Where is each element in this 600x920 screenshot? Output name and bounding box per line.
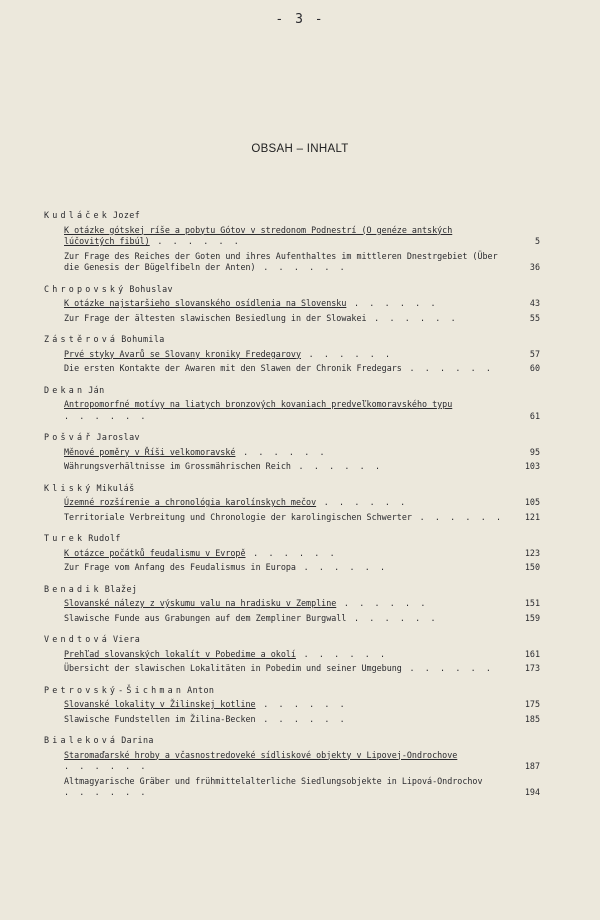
entry-title — [64, 461, 506, 473]
toc-entry — [64, 399, 540, 422]
page-reference: 60 — [529, 363, 540, 373]
dot-leader: . . . . . . — [255, 262, 348, 272]
toc-entry — [64, 447, 540, 459]
entry-title — [64, 714, 506, 726]
toc-section — [44, 533, 540, 574]
entry-title — [64, 699, 506, 711]
entry-title-text: Slovanské nálezy z výskumu valu na hradisku v Zempline — [64, 598, 337, 608]
dot-leader: . . . . . . — [411, 511, 504, 522]
entry-title-text: K otázce počátků feudalismu v Evropě — [64, 547, 246, 558]
page-reference: 5 — [534, 236, 540, 246]
dot-leader: . . . . . . — [64, 787, 149, 797]
page-reference: 159 — [524, 612, 540, 623]
dot-leader: . . . . . . — [149, 236, 242, 246]
toc-entry — [64, 251, 540, 274]
entry-title — [64, 512, 506, 524]
dot-leader: . . . . . . — [290, 461, 383, 471]
entry-title-text: Měnové poměry v Říši velkomoravské — [64, 446, 236, 457]
entry-title-text: Altmagyarische Gräber und frühmittelalterliche Siedlungsobjekte in Lipová-Ondrochov — [64, 775, 483, 786]
entry-title — [64, 363, 506, 375]
author-name — [44, 584, 540, 596]
author-given-name: Bohumila — [121, 334, 165, 344]
entry-title-text: K otázke najstaršieho slovanského osídlenia na Slovensku — [64, 298, 347, 308]
page-reference: 105 — [524, 497, 540, 507]
entry-title-text: Slawische Funde aus Grabungen auf dem Zempliner Burgwall — [64, 612, 347, 623]
toc-entry — [64, 699, 540, 711]
entry-title — [64, 548, 506, 560]
page-title: OBSAH – INHALT — [251, 143, 349, 155]
toc-section — [44, 432, 540, 473]
page-reference: 151 — [524, 598, 540, 608]
author-name — [44, 634, 540, 646]
page-reference: 187 — [524, 761, 540, 771]
toc-entry — [64, 776, 540, 799]
entry-title-text: K otázke gótskej ríše a pobytu Gótov v stredonom Podnestrí (O genéze antských lúčovitých fibúl) — [64, 224, 453, 246]
entry-title — [64, 598, 506, 610]
page-reference: 95 — [529, 446, 540, 457]
entry-title — [64, 497, 506, 509]
dot-leader: . . . . . . — [316, 497, 408, 507]
entry-title — [64, 562, 506, 574]
author-surname: Vendtová — [44, 634, 110, 644]
table-of-contents — [44, 210, 540, 809]
dot-leader: . . . . . . — [295, 648, 388, 659]
author-given-name: Jaroslav — [96, 432, 140, 442]
author-given-name: Mikuláš — [96, 482, 135, 493]
entry-title-text: Die ersten Kontakte der Awaren mit den Slawen der Chronik Fredegars — [64, 363, 402, 373]
toc-section — [44, 385, 540, 423]
entry-title-text: Prvé styky Avarů se Slovany kroniky Fredegarovy — [64, 348, 301, 359]
author-surname: Dekan — [44, 384, 86, 395]
entry-title — [64, 776, 506, 799]
dot-leader: . . . . . . — [255, 713, 348, 724]
toc-section — [44, 584, 540, 625]
toc-entry — [64, 363, 540, 375]
toc-entry — [64, 598, 540, 610]
entry-title-text: Slovanské lokality v Žilinskej kotline — [64, 699, 256, 709]
entry-title-text: Territoriale Verbreitung und Chronologie der karolingischen Schwerter — [64, 511, 412, 522]
author-name — [44, 432, 540, 444]
author-given-name: Anton — [187, 684, 215, 695]
author-name — [44, 334, 540, 346]
page-reference: 150 — [524, 562, 540, 572]
author-given-name: Blažej — [104, 583, 138, 594]
author-given-name: Rudolf — [88, 533, 121, 543]
dot-leader: . . . . . . — [245, 547, 338, 558]
dot-leader: . . . . . . — [235, 446, 328, 457]
entry-title-text: Übersicht der slawischen Lokalitäten in Pobedim und seiner Umgebung — [64, 663, 402, 673]
entry-title-text: Antropomorfné motívy na liatych bronzových kovaniach predveľkomoravského typu — [64, 399, 453, 409]
page-reference: 43 — [529, 298, 540, 308]
toc-entry — [64, 714, 540, 726]
page-reference: 103 — [524, 461, 540, 471]
author-surname: Pošvář — [44, 432, 94, 442]
dot-leader: . . . . . . — [255, 699, 348, 709]
entry-title — [64, 399, 506, 422]
dot-leader: . . . . . . — [64, 761, 149, 771]
author-name — [44, 533, 540, 545]
entry-title-text: Zur Frage der ältesten slawischen Besiedlung in der Slowakei — [64, 312, 367, 323]
page-reference: 194 — [524, 787, 540, 797]
author-name — [44, 385, 540, 397]
toc-entry — [64, 313, 540, 325]
toc-entry — [64, 461, 540, 473]
dot-leader: . . . . . . — [300, 348, 393, 359]
toc-section — [44, 284, 540, 325]
author-surname: Chropovský — [44, 283, 127, 294]
page-reference: 61 — [529, 410, 540, 421]
dot-leader: . . . . . . — [346, 298, 439, 308]
entry-title — [64, 251, 506, 274]
toc-entry — [64, 225, 540, 248]
author-surname: Zástěrová — [44, 334, 119, 344]
entry-title-text: Zur Frage vom Anfang des Feudalismus in Europa — [64, 562, 296, 572]
author-given-name: Bohuslav — [129, 283, 173, 294]
entry-title-text: Zur Frage des Reiches der Goten und ihres Aufenthaltes im mittleren Dnestrgebiet (Über die Genesis der Bügelfibeln der Anten) — [64, 250, 498, 272]
page-reference: 173 — [524, 663, 540, 673]
dot-leader: . . . . . . — [64, 410, 149, 421]
author-surname: Kliský — [44, 482, 94, 493]
author-name — [44, 483, 540, 495]
author-given-name: Jozef — [112, 210, 141, 220]
toc-section — [44, 634, 540, 675]
toc-entry — [64, 548, 540, 560]
entry-title — [64, 750, 506, 773]
entry-title-text: Územné rozšírenie a chronológia karolínskych mečov — [64, 497, 317, 507]
entry-title-text: Prehľad slovanských lokalít v Pobedime a okolí — [64, 648, 296, 659]
entry-title — [64, 225, 506, 248]
toc-section — [44, 210, 540, 274]
entry-title — [64, 649, 506, 661]
dot-leader: . . . . . . — [295, 562, 388, 572]
page-reference: 55 — [529, 312, 540, 323]
entry-title — [64, 313, 506, 325]
author-surname: Petrovský-Šichman — [44, 684, 185, 695]
author-surname: Kudláček — [44, 210, 110, 220]
page-reference: 175 — [524, 699, 540, 709]
toc-entry — [64, 613, 540, 625]
dot-leader: . . . . . . — [366, 312, 459, 323]
dot-leader: . . . . . . — [336, 598, 428, 608]
toc-section — [44, 685, 540, 726]
author-given-name: Ján — [88, 384, 105, 395]
toc-entry — [64, 663, 540, 675]
dot-leader: . . . . . . — [401, 363, 494, 373]
toc-entry — [64, 497, 540, 509]
toc-entry — [64, 349, 540, 361]
dot-leader: . . . . . . — [401, 663, 494, 673]
author-surname: Benadik — [44, 583, 102, 594]
author-given-name: Darina — [121, 735, 154, 745]
entry-title-text: Slawische Fundstellen im Žilina-Becken — [64, 713, 256, 724]
toc-section — [44, 334, 540, 375]
entry-title-text: Währungsverhältnisse im Grossmährischen Reich — [64, 461, 291, 471]
entry-title — [64, 447, 506, 459]
toc-section — [44, 483, 540, 524]
author-name — [44, 735, 540, 747]
toc-entry — [64, 750, 540, 773]
author-surname: Turek — [44, 533, 86, 543]
toc-entry — [64, 649, 540, 661]
page-reference: 123 — [524, 547, 540, 558]
page-reference: 36 — [529, 262, 540, 272]
author-name — [44, 210, 540, 222]
author-surname: Bialeková — [44, 735, 119, 745]
entry-title — [64, 663, 506, 675]
page-number: - 3 - — [275, 12, 325, 27]
toc-entry — [64, 512, 540, 524]
page-reference: 185 — [524, 713, 540, 724]
entry-title — [64, 349, 506, 361]
dot-leader: . . . . . . — [346, 612, 439, 623]
entry-title — [64, 298, 506, 310]
toc-section — [44, 735, 540, 799]
toc-entry — [64, 298, 540, 310]
author-name — [44, 284, 540, 296]
page-reference: 57 — [529, 348, 540, 359]
author-name — [44, 685, 540, 697]
page-reference: 161 — [524, 648, 540, 659]
entry-title — [64, 613, 506, 625]
toc-entry — [64, 562, 540, 574]
entry-title-text: Staromaďarské hroby a včasnostredoveké sídliskové objekty v Lipovej-Ondrochove — [64, 749, 458, 760]
page-reference: 121 — [524, 511, 540, 522]
author-given-name: Viera — [112, 634, 141, 644]
